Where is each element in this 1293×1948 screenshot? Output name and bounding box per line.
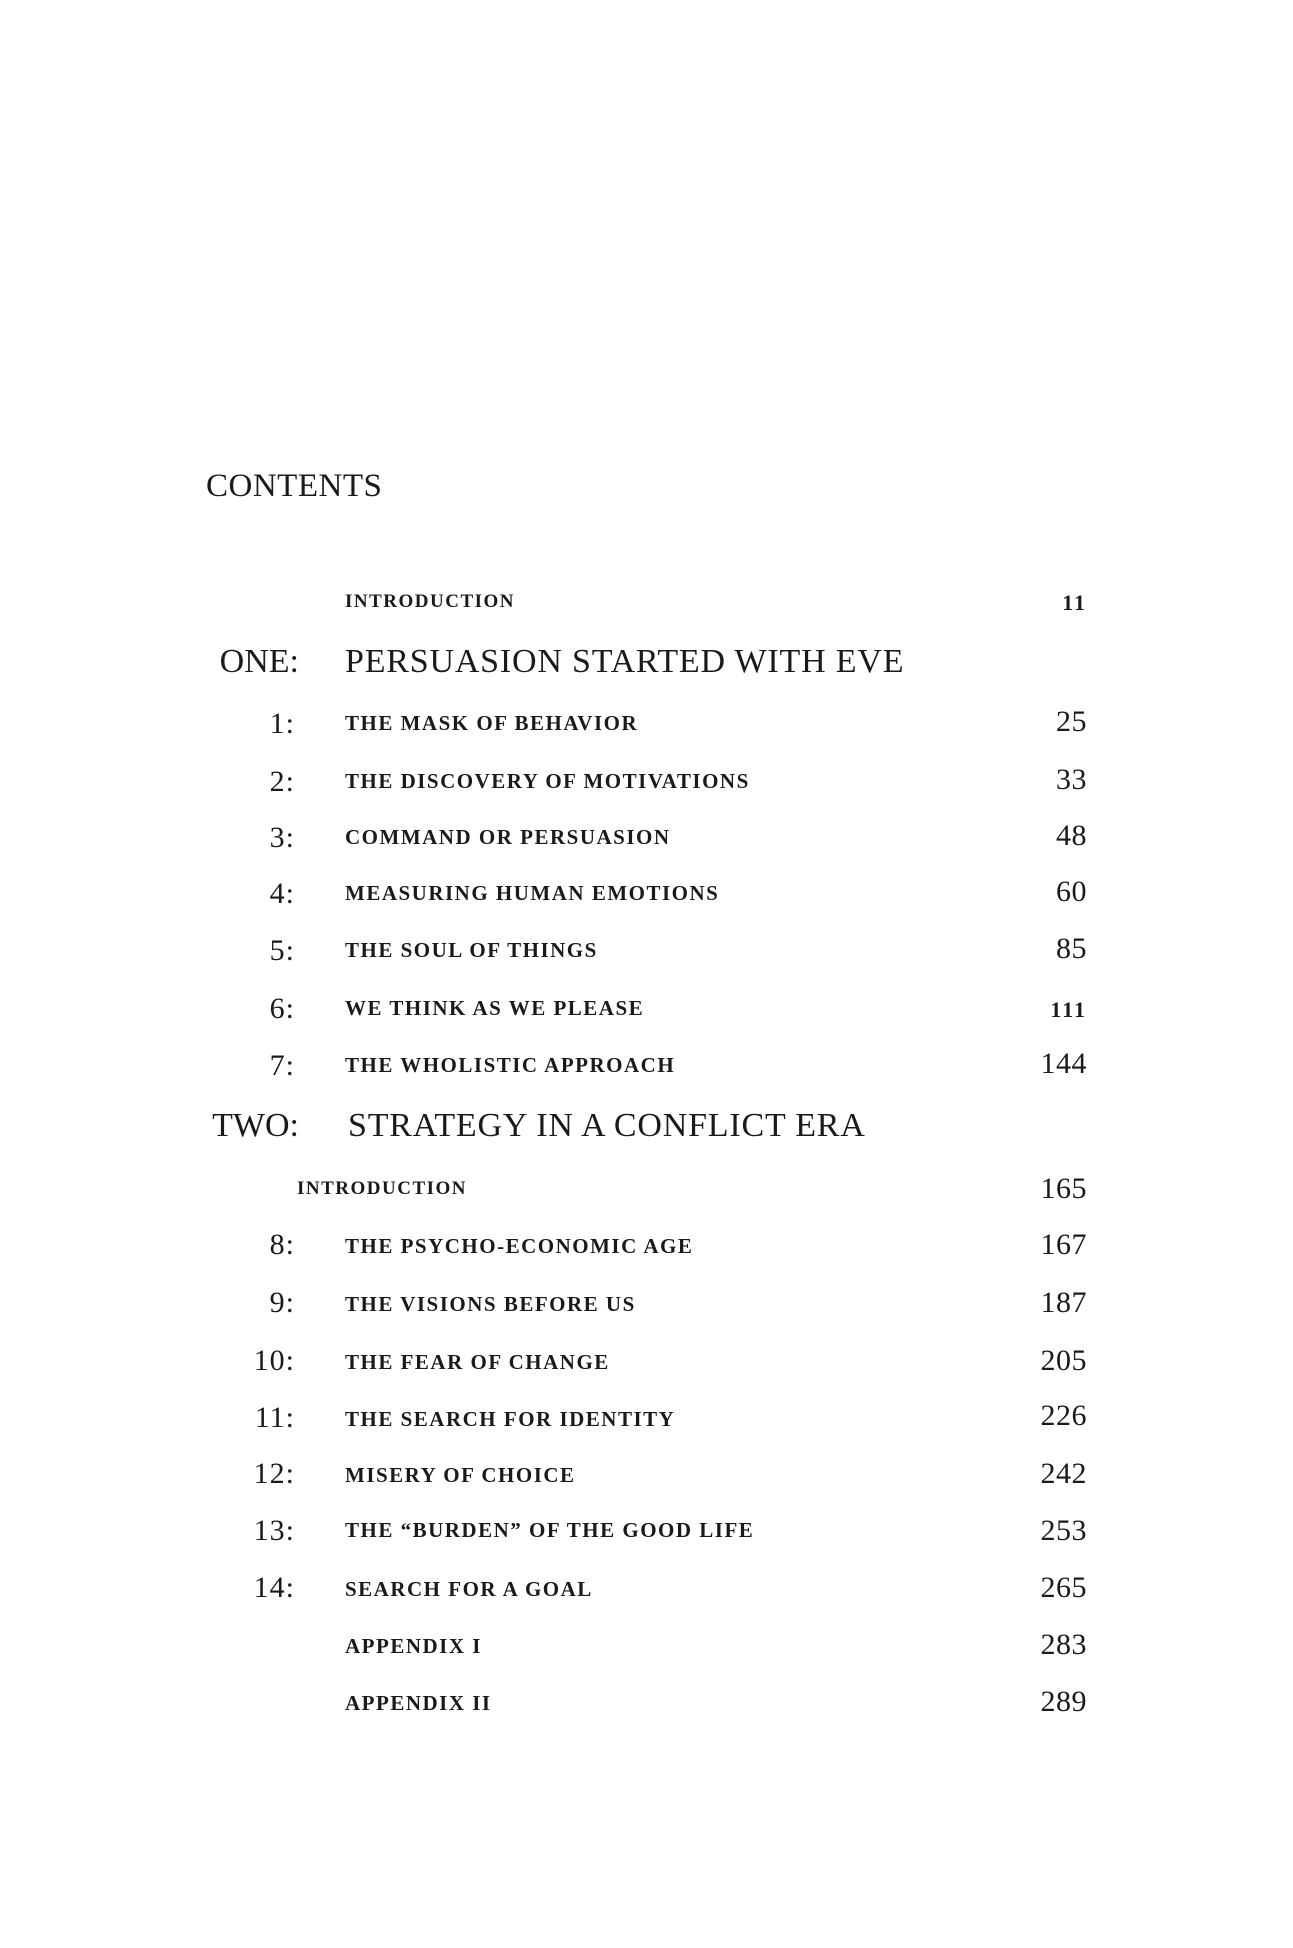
chapter-title[interactable]: THE MASK OF BEHAVIOR [345, 711, 639, 735]
chapter-page: 33 [1056, 763, 1087, 796]
chapter-number: 13: [253, 1514, 295, 1547]
chapter-page: 187 [1040, 1286, 1087, 1319]
page-title: CONTENTS [206, 468, 383, 504]
chapter-page: 60 [1056, 875, 1087, 908]
appendix-title[interactable]: APPENDIX I [345, 1634, 482, 1658]
chapter-page: 167 [1040, 1228, 1087, 1261]
chapter-page: 265 [1040, 1571, 1087, 1604]
chapter-page: 205 [1040, 1344, 1087, 1377]
part-two-label: TWO: [212, 1107, 299, 1144]
chapter-page: 25 [1056, 705, 1087, 738]
chapter-page: 253 [1040, 1514, 1087, 1547]
appendix-title[interactable]: APPENDIX II [345, 1691, 492, 1715]
appendix-page: 289 [1040, 1685, 1087, 1718]
chapter-number: 8: [269, 1228, 295, 1261]
chapter-number: 5: [269, 934, 295, 967]
chapter-title[interactable]: WE THINK AS WE PLEASE [345, 996, 645, 1020]
chapter-number: 7: [269, 1049, 295, 1082]
part-one-label: ONE: [219, 643, 299, 680]
chapter-title[interactable]: THE “BURDEN” OF THE GOOD LIFE [345, 1518, 755, 1542]
chapter-page: 111 [1050, 997, 1087, 1022]
chapter-number: 11: [254, 1401, 295, 1434]
front-intro-title[interactable]: INTRODUCTION [345, 591, 516, 612]
chapter-number: 1: [269, 707, 295, 740]
chapter-number: 3: [269, 821, 295, 854]
chapter-number: 12: [253, 1457, 295, 1490]
front-intro-page: 11 [1062, 590, 1087, 615]
chapter-title[interactable]: THE PSYCHO-ECONOMIC AGE [345, 1234, 694, 1258]
chapter-number: 9: [269, 1286, 295, 1319]
chapter-title[interactable]: THE FEAR OF CHANGE [345, 1350, 610, 1374]
chapter-number: 10: [253, 1344, 295, 1377]
part-two-title[interactable]: STRATEGY IN A CONFLICT ERA [348, 1107, 866, 1144]
chapter-title[interactable]: MISERY OF CHOICE [345, 1463, 576, 1487]
appendix-page: 283 [1040, 1628, 1087, 1661]
chapter-title[interactable]: THE VISIONS BEFORE US [345, 1292, 636, 1316]
chapter-title[interactable]: SEARCH FOR A GOAL [345, 1577, 593, 1601]
chapter-page: 226 [1040, 1399, 1087, 1432]
chapter-title[interactable]: THE DISCOVERY OF MOTIVATIONS [345, 769, 750, 793]
chapter-number: 4: [269, 877, 295, 910]
chapter-page: 144 [1040, 1047, 1087, 1080]
chapter-title[interactable]: COMMAND OR PERSUASION [345, 825, 671, 849]
part-two-intro-title[interactable]: INTRODUCTION [297, 1178, 468, 1199]
chapter-title[interactable]: MEASURING HUMAN EMOTIONS [345, 881, 720, 905]
chapter-page: 242 [1040, 1457, 1087, 1490]
chapter-number: 6: [269, 992, 295, 1025]
chapter-number: 2: [269, 765, 295, 798]
chapter-title[interactable]: THE SOUL OF THINGS [345, 938, 598, 962]
chapter-page: 85 [1056, 932, 1087, 965]
chapter-title[interactable]: THE SEARCH FOR IDENTITY [345, 1407, 676, 1431]
part-one-title[interactable]: PERSUASION STARTED WITH EVE [345, 643, 905, 680]
chapter-number: 14: [253, 1571, 295, 1604]
chapter-title[interactable]: THE WHOLISTIC APPROACH [345, 1053, 676, 1077]
part-two-intro-page: 165 [1040, 1172, 1087, 1205]
chapter-page: 48 [1056, 819, 1087, 852]
